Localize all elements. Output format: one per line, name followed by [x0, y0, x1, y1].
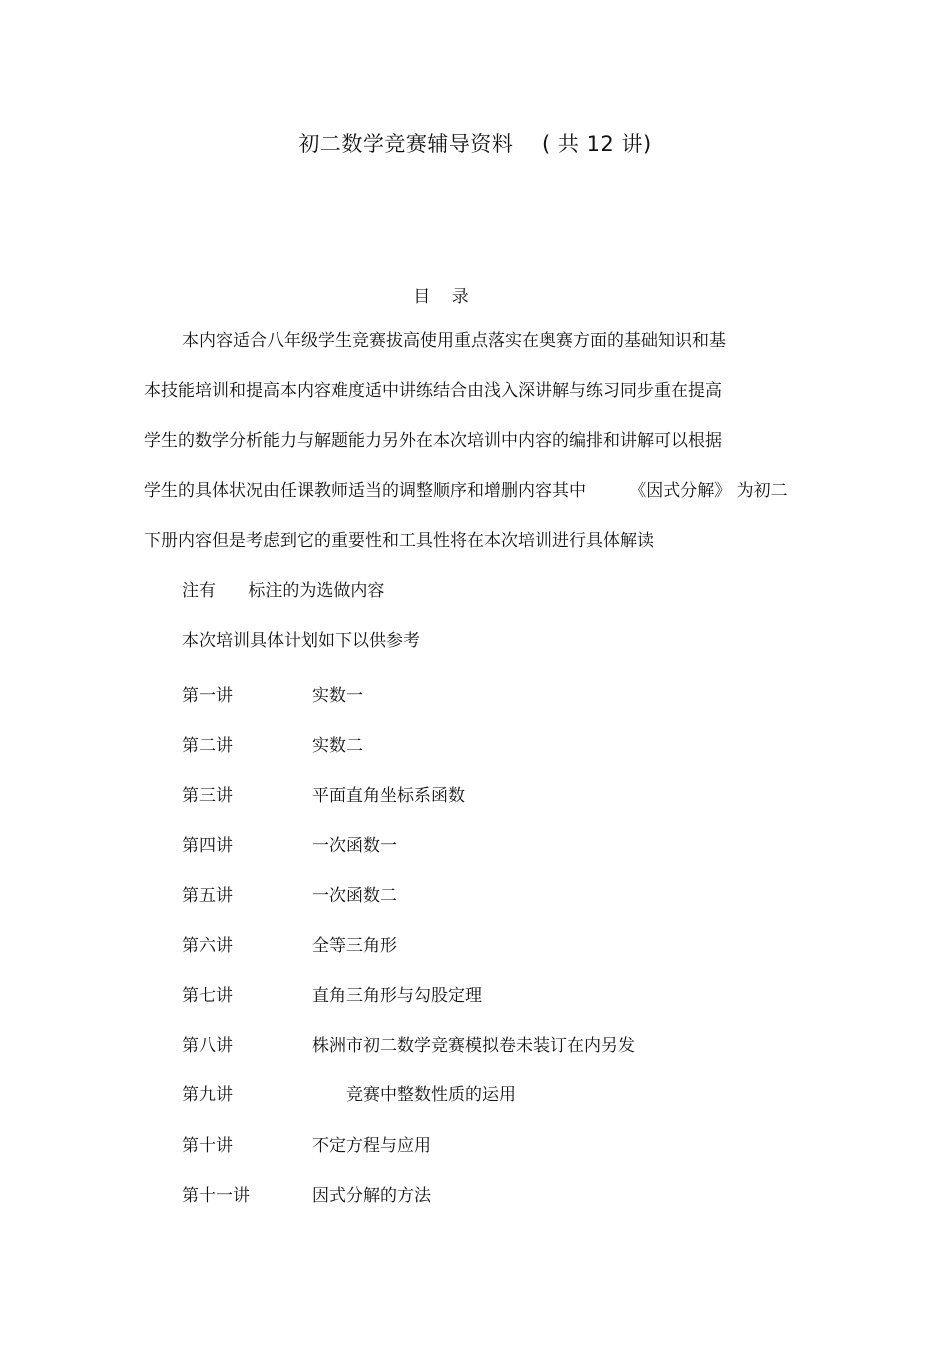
lecture-number: 第十讲 [182, 1136, 233, 1156]
lecture-number: 第七讲 [182, 986, 233, 1006]
lecture-number: 第十一讲 [182, 1186, 250, 1206]
intro-line-3: 学生的数学分析能力与解题能力另外在本次培训中内容的编排和讲解可以根据 [144, 431, 722, 451]
note-line: 注有 标注的为选做内容 [182, 581, 385, 601]
lecture-number: 第一讲 [182, 686, 233, 706]
lecture-number: 第六讲 [182, 936, 233, 956]
lecture-title: 竞赛中整数性质的运用 [346, 1085, 516, 1105]
lecture-title: 全等三角形 [312, 936, 397, 956]
document-title: 初二数学竞赛辅导资料 ( 共 12 讲) [298, 132, 652, 156]
lecture-number: 第四讲 [182, 836, 233, 856]
lecture-title: 因式分解的方法 [312, 1186, 431, 1206]
lecture-title: 不定方程与应用 [312, 1136, 431, 1156]
lecture-title: 实数一 [312, 686, 363, 706]
plan-intro: 本次培训具体计划如下以供参考 [182, 631, 420, 651]
lecture-title: 一次函数二 [312, 886, 397, 906]
toc-heading: 目 录 [413, 287, 469, 307]
lecture-number: 第八讲 [182, 1036, 233, 1056]
lecture-title: 一次函数一 [312, 836, 397, 856]
lecture-title: 平面直角坐标系函数 [312, 786, 465, 806]
intro-line-1: 本内容适合八年级学生竞赛拔高使用重点落实在奥赛方面的基础知识和基 [182, 331, 726, 351]
lecture-number: 第三讲 [182, 786, 233, 806]
lecture-title: 实数二 [312, 736, 363, 756]
intro-line-4: 学生的具体状况由任课教师适当的调整顺序和增删内容其中 《因式分解》 为初二 [144, 481, 788, 501]
lecture-title: 株洲市初二数学竞赛模拟卷未装订在内另发 [312, 1036, 635, 1056]
lecture-number: 第二讲 [182, 736, 233, 756]
lecture-number: 第九讲 [182, 1085, 233, 1105]
lecture-number: 第五讲 [182, 886, 233, 906]
intro-line-5: 下册内容但是考虑到它的重要性和工具性将在本次培训进行具体解读 [144, 531, 654, 551]
intro-line-2: 本技能培训和提高本内容难度适中讲练结合由浅入深讲解与练习同步重在提高 [144, 381, 722, 401]
lecture-title: 直角三角形与勾股定理 [312, 986, 482, 1006]
